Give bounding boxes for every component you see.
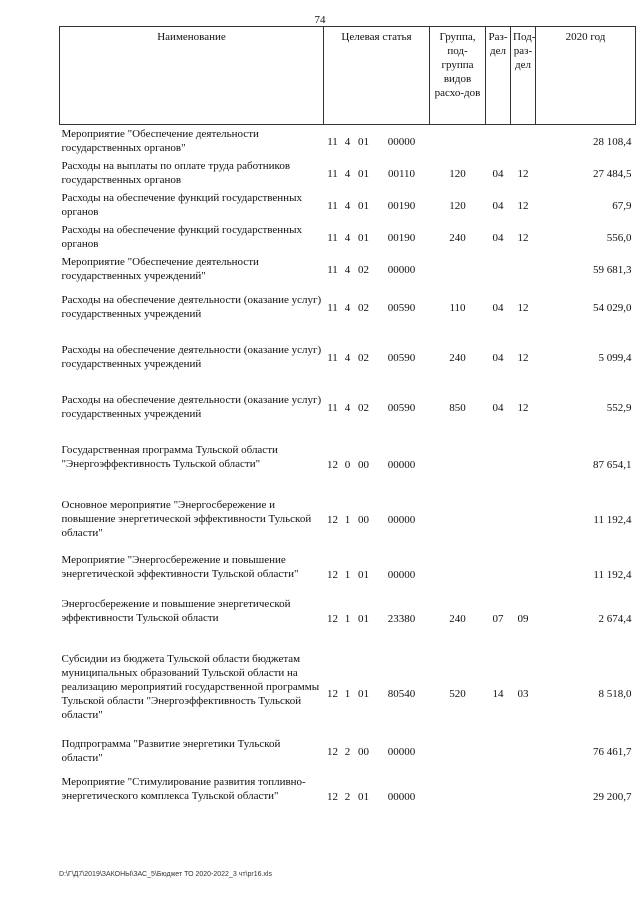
cell-subsection <box>511 253 536 291</box>
cell-section <box>486 253 511 291</box>
cell-c1: 11 <box>327 231 338 244</box>
cell-subsection <box>511 735 536 773</box>
cell-c3: 01 <box>358 136 369 148</box>
cell-c2: 4 <box>344 263 351 276</box>
cell-name: Мероприятие "Обеспечение деятельности государственных органов" <box>61 128 259 154</box>
cell-amount: 76 461,7 <box>593 745 632 758</box>
table-row <box>60 189 636 221</box>
cell-c1: 11 <box>327 263 338 276</box>
cell-c4: 00590 <box>387 301 416 314</box>
cell-section <box>486 441 511 496</box>
cell-c1: 11 <box>327 199 338 212</box>
cell-amount: 552,9 <box>606 401 632 414</box>
cell-subsection <box>511 773 536 820</box>
cell-name: Субсидии из бюджета Тульской области бюджетам муниципальных образований Тульской области на реализацию мероприятий государственной программы Тульской области "Энергоэффективность Тульской области" <box>61 652 320 721</box>
cell-amount: 8 518,0 <box>598 687 632 700</box>
cell-section: 14 <box>492 687 504 700</box>
cell-c4: 00590 <box>387 351 416 364</box>
cell-section: 04 <box>492 199 504 212</box>
cell-amount: 59 681,3 <box>593 263 632 276</box>
cell-c4: 00590 <box>387 401 416 414</box>
cell-c3: 02 <box>358 351 369 364</box>
cell-section: 04 <box>492 351 504 364</box>
cell-c1: 12 <box>327 568 338 581</box>
header-name: Наименование <box>60 27 324 125</box>
cell-c1: 12 <box>327 458 338 471</box>
cell-c1: 11 <box>327 351 338 364</box>
cell-c4: 80540 <box>387 687 416 700</box>
cell-c1: 12 <box>327 612 338 625</box>
cell-c4: 00000 <box>387 745 416 758</box>
cell-name: Расходы на выплаты по оплате труда работников государственных органов <box>61 159 291 186</box>
cell-name: Подпрограмма "Развитие энергетики Тульской области" <box>61 737 281 764</box>
header-year: 2020 год <box>536 27 636 125</box>
cell-c1: 11 <box>327 401 338 414</box>
cell-subsection: 12 <box>517 231 529 244</box>
cell-c2: 1 <box>344 687 351 700</box>
table-row <box>60 735 636 773</box>
cell-group <box>430 735 486 773</box>
cell-name: Расходы на обеспечение функций государственных органов <box>61 223 302 250</box>
cell-group <box>430 253 486 291</box>
cell-c3: 01 <box>358 612 369 625</box>
cell-amount: 11 192,4 <box>593 513 632 526</box>
cell-name: Энергосбережение и повышение энергетической эффективности Тульской области <box>61 597 291 624</box>
cell-subsection <box>511 496 536 551</box>
budget-table <box>59 26 636 820</box>
table-row <box>60 341 636 391</box>
cell-c2: 1 <box>344 612 351 625</box>
table-row <box>60 773 636 820</box>
cell-section: 04 <box>492 231 504 244</box>
cell-c1: 12 <box>327 687 338 700</box>
cell-name: Мероприятие "Энергосбережение и повышение энергетической эффективности Тульской области" <box>61 553 299 580</box>
cell-amount: 556,0 <box>606 231 632 244</box>
cell-amount: 28 108,4 <box>593 136 632 148</box>
cell-c3: 02 <box>358 401 369 414</box>
cell-amount: 2 674,4 <box>598 612 632 625</box>
cell-group: 520 <box>449 687 466 700</box>
cell-c3: 00 <box>358 458 369 471</box>
table-row <box>60 221 636 253</box>
cell-group: 120 <box>449 199 466 212</box>
table-row <box>60 391 636 441</box>
cell-name: Государственная программа Тульской области "Энергоэффективность Тульской области" <box>61 443 278 470</box>
cell-c2: 4 <box>344 351 351 364</box>
table-row <box>60 441 636 496</box>
page-number: 74 <box>314 14 326 26</box>
cell-c2: 4 <box>344 136 351 148</box>
header-target: Целевая статья <box>324 27 430 125</box>
cell-c2: 2 <box>344 745 351 758</box>
cell-subsection: 12 <box>517 401 529 414</box>
file-path-footer: D:\Г\Д7\2019\ЗАКОНЫ\ЗАС_5\Бюджет ТО 2020-2022_3 чт\pr16.xls <box>59 871 272 878</box>
cell-c1: 11 <box>327 167 338 180</box>
header-subsection: Под-раз-дел <box>511 27 536 125</box>
cell-group: 110 <box>449 301 466 314</box>
cell-c3: 02 <box>358 301 369 314</box>
cell-amount: 27 484,5 <box>593 167 632 180</box>
cell-subsection <box>511 125 536 157</box>
cell-subsection: 12 <box>517 351 529 364</box>
cell-c2: 2 <box>344 790 351 803</box>
cell-section: 04 <box>492 401 504 414</box>
cell-section <box>486 125 511 157</box>
cell-c4: 00000 <box>387 568 416 581</box>
cell-c3: 02 <box>358 263 369 276</box>
cell-c3: 00 <box>358 745 369 758</box>
cell-name: Расходы на обеспечение функций государственных органов <box>61 191 302 218</box>
cell-c3: 01 <box>358 790 369 803</box>
cell-section: 04 <box>492 301 504 314</box>
cell-amount: 11 192,4 <box>593 568 632 581</box>
cell-c4: 00000 <box>387 790 416 803</box>
cell-c2: 4 <box>344 231 351 244</box>
cell-group <box>430 125 486 157</box>
table-row <box>60 253 636 291</box>
cell-subsection: 03 <box>517 687 529 700</box>
table-row <box>60 650 636 735</box>
cell-c4: 00000 <box>387 263 416 276</box>
cell-section <box>486 496 511 551</box>
cell-c3: 01 <box>358 568 369 581</box>
cell-c4: 23380 <box>387 612 416 625</box>
cell-c4: 00000 <box>387 458 416 471</box>
cell-c1: 12 <box>327 790 338 803</box>
cell-group: 850 <box>449 401 466 414</box>
cell-c1: 11 <box>327 301 338 314</box>
cell-c2: 4 <box>344 199 351 212</box>
cell-c2: 4 <box>344 301 351 314</box>
cell-subsection: 12 <box>517 301 529 314</box>
cell-name: Основное мероприятие "Энергосбережение и повышение энергетической эффективности Тульской области" <box>61 498 312 539</box>
cell-subsection <box>511 551 536 595</box>
table-row <box>60 496 636 551</box>
cell-subsection: 12 <box>517 167 529 180</box>
cell-c4: 00000 <box>387 136 416 148</box>
cell-name: Мероприятие "Стимулирование развития топливно-энергетического комплекса Тульской области" <box>61 775 306 802</box>
cell-amount: 29 200,7 <box>593 790 632 803</box>
cell-c2: 4 <box>344 401 351 414</box>
cell-c1: 12 <box>327 745 338 758</box>
cell-c3: 00 <box>358 513 369 526</box>
cell-c4: 00110 <box>387 167 416 180</box>
cell-group: 240 <box>449 351 466 364</box>
cell-c3: 01 <box>358 199 369 212</box>
cell-group <box>430 496 486 551</box>
cell-c4: 00190 <box>387 231 416 244</box>
cell-c4: 00000 <box>387 513 416 526</box>
cell-section <box>486 551 511 595</box>
table-header-row <box>60 27 636 125</box>
cell-subsection: 12 <box>517 199 529 212</box>
cell-c2: 1 <box>344 513 351 526</box>
cell-group: 240 <box>449 231 466 244</box>
header-section: Раз-дел <box>486 27 511 125</box>
cell-group <box>430 773 486 820</box>
cell-group: 240 <box>449 612 466 625</box>
cell-name: Расходы на обеспечение деятельности (оказание услуг) государственных учреждений <box>61 343 322 370</box>
cell-group: 120 <box>449 167 466 180</box>
cell-amount: 54 029,0 <box>593 301 632 314</box>
cell-amount: 87 654,1 <box>593 458 632 471</box>
cell-subsection: 09 <box>517 612 529 625</box>
cell-c2: 4 <box>344 167 351 180</box>
cell-section <box>486 735 511 773</box>
table-row <box>60 291 636 341</box>
cell-c3: 01 <box>358 231 369 244</box>
table-row <box>60 157 636 189</box>
cell-section: 04 <box>492 167 504 180</box>
cell-amount: 5 099,4 <box>598 351 632 364</box>
table-row <box>60 125 636 157</box>
cell-name: Мероприятие "Обеспечение деятельности государственных учреждений" <box>61 255 259 282</box>
cell-c3: 01 <box>358 167 369 180</box>
cell-c4: 00190 <box>387 199 416 212</box>
cell-name: Расходы на обеспечение деятельности (оказание услуг) государственных учреждений <box>61 393 322 420</box>
cell-amount: 67,9 <box>612 199 632 212</box>
cell-group <box>430 551 486 595</box>
cell-subsection <box>511 441 536 496</box>
cell-c1: 12 <box>327 513 338 526</box>
cell-c1: 11 <box>327 136 338 148</box>
cell-group <box>430 441 486 496</box>
table-row <box>60 551 636 595</box>
cell-name: Расходы на обеспечение деятельности (оказание услуг) государственных учреждений <box>61 293 322 320</box>
table-row <box>60 595 636 650</box>
cell-c3: 01 <box>358 687 369 700</box>
header-group: Группа, под-группа видов расхо-дов <box>430 27 486 125</box>
cell-c2: 1 <box>344 568 351 581</box>
cell-c2: 0 <box>344 458 351 471</box>
cell-section <box>486 773 511 820</box>
cell-section: 07 <box>492 612 504 625</box>
